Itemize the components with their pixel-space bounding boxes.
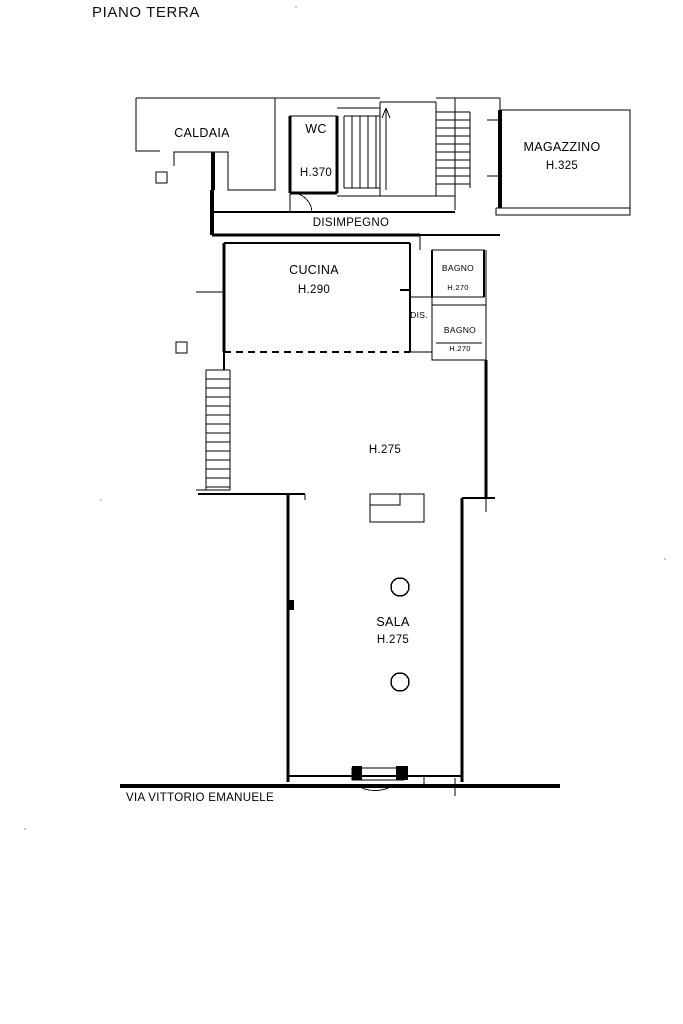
- room-label-magazzino: MAGAZZINO: [523, 140, 601, 154]
- room-height-corridoio: H.275: [368, 444, 402, 456]
- street-label: VIA VITTORIO EMANUELE: [126, 792, 274, 804]
- room-height-magazzino: H.325: [545, 160, 579, 172]
- room-label-wc: WC: [305, 122, 327, 136]
- room-label-caldaia: CALDAIA: [174, 126, 230, 140]
- room-height-bagno-1: H.270: [447, 283, 469, 292]
- room-label-dis: DIS.: [410, 310, 428, 320]
- room-height-cucina: H.290: [297, 284, 331, 296]
- room-height-sala: H.275: [376, 634, 410, 646]
- room-label-bagno-1: BAGNO: [441, 263, 475, 273]
- page-title: PIANO TERRA: [92, 4, 201, 21]
- room-label-sala: SALA: [376, 615, 410, 629]
- room-label-cucina: CUCINA: [289, 263, 339, 277]
- room-height-bagno-2: H.270: [449, 344, 471, 353]
- room-height-wc: H.370: [299, 167, 333, 179]
- room-label-bagno-2: BAGNO: [443, 325, 477, 335]
- room-label-disimpegno: DISIMPEGNO: [312, 217, 390, 229]
